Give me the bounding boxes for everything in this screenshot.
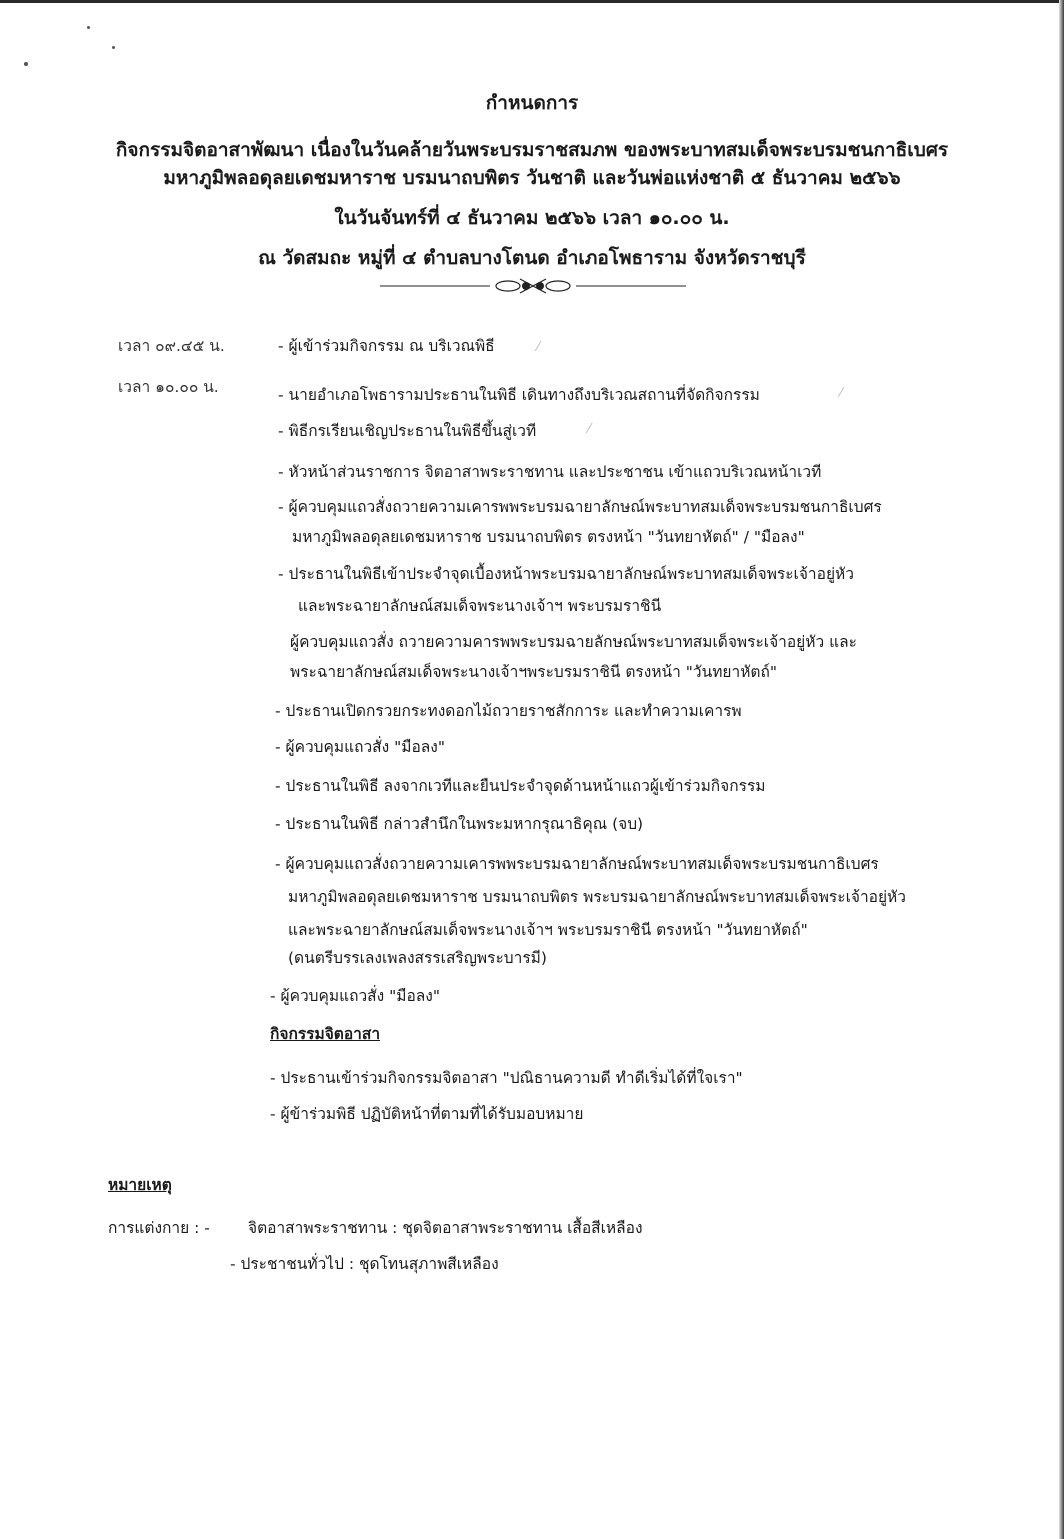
notes-heading: หมายเหตุ xyxy=(108,1176,172,1194)
volunteer-heading: กิจกรรมจิตอาสา xyxy=(270,1025,381,1043)
heading-line-2: มหาภูมิพลอดุลยเดชมหาราช บรมนาถบพิตร วันชาติ และวันพ่อแห่งชาติ ๕ ธันวาคม ๒๕๖๖ xyxy=(163,167,901,189)
document-title: กำหนดการ xyxy=(485,92,579,114)
schedule-item: - ผู้ควบคุมแถวสั่ง "มือลง" xyxy=(275,738,445,756)
pencil-tick-icon: ⁄ xyxy=(588,422,591,437)
dress-code-volunteer: จิตอาสาพระราชทาน : ชุดจิตอาสาพระราชทาน เสื้อสีเหลือง xyxy=(248,1219,643,1237)
pencil-tick-icon: ⁄ xyxy=(537,340,540,355)
volunteer-item: - ประธานเข้าร่วมกิจกรรมจิตอาสา "ปณิธานความดี ทำดีเริ่มได้ที่ใจเรา" xyxy=(270,1069,743,1087)
ornamental-divider-icon xyxy=(380,276,686,296)
schedule-item: - พิธีกรเรียนเชิญประธานในพิธีขึ้นสู่เวที xyxy=(278,422,537,440)
schedule-item-continued: มหาภูมิพลอดุลยเดชมหาราช บรมนาถบพิตร พระบรมฉายาลักษณ์พระบาทสมเด็จพระเจ้าอยู่หัว xyxy=(288,888,906,906)
scan-speck xyxy=(24,62,28,66)
scan-speck xyxy=(87,26,90,29)
heading-line-3: ในวันจันทร์ที่ ๔ ธันวาคม ๒๕๖๖ เวลา ๑๐.๐๐ น. xyxy=(334,207,730,229)
schedule-item: - ประธานในพิธี กล่าวสำนึกในพระมหากรุณาธิคุณ (จบ) xyxy=(275,815,644,833)
volunteer-item: - ผู้ข้าร่วมพิธี ปฏิบัติหน้าที่ตามที่ได้รับมอบหมาย xyxy=(270,1105,584,1123)
schedule-item-continued: (ดนตรีบรรเลงเพลงสรรเสริญพระบารมี) xyxy=(288,949,547,967)
schedule-time: เวลา ๑๐.๐๐ น. xyxy=(118,378,219,396)
schedule-item: - ประธานในพิธีเข้าประจำจุดเบื้องหน้าพระบรมฉายาลักษณ์พระบาทสมเด็จพระเจ้าอยู่หัว xyxy=(278,565,854,583)
schedule-item: - ผู้ควบคุมแถวสั่ง "มือลง" xyxy=(270,987,440,1005)
scan-speck xyxy=(112,46,115,49)
schedule-item-continued: และพระฉายาลักษณ์สมเด็จพระนางเจ้าฯ พระบรมราชินี xyxy=(298,597,662,615)
schedule-item: - ประธานในพิธี ลงจากเวทีและยืนประจำจุดด้านหน้าแถวผู้เข้าร่วมกิจกรรม xyxy=(275,777,766,795)
schedule-item: - ผู้เข้าร่วมกิจกรรม ณ บริเวณพิธี xyxy=(278,337,495,355)
pencil-tick-icon: ⁄ xyxy=(840,386,843,401)
scan-edge xyxy=(0,0,1064,3)
schedule-item-continued: และพระฉายาลักษณ์สมเด็จพระนางเจ้าฯ พระบรมราชินี ตรงหน้า "วันทยาหัตถ์" xyxy=(288,921,808,939)
schedule-item: - ประธานเปิดกรวยกระทงดอกไม้ถวายราชสักการะ และทำความเคารพ xyxy=(275,702,742,720)
schedule-item: - ผู้ควบคุมแถวสั่งถวายความเคารพพระบรมฉายาลักษณ์พระบาทสมเด็จพระบรมชนกาธิเบศร xyxy=(275,855,879,873)
schedule-item: - หัวหน้าส่วนราชการ จิตอาสาพระราชทาน และประชาชน เข้าแถวบริเวณหน้าเวที xyxy=(278,463,822,481)
schedule-item-continued: พระฉายาลักษณ์สมเด็จพระนางเจ้าฯพระบรมราชินี ตรงหน้า "วันทยาหัตถ์" xyxy=(290,663,777,681)
schedule-item: - ผู้ควบคุมแถวสั่งถวายความเคารพพระบรมฉายาลักษณ์พระบาทสมเด็จพระบรมชนกาธิเบศร xyxy=(278,498,882,516)
dress-code-label: การแต่งกาย : - xyxy=(108,1219,210,1237)
heading-line-1: กิจกรรมจิตอาสาพัฒนา เนื่องในวันคล้ายวันพระบรมราชสมภพ ของพระบาทสมเด็จพระบรมชนกาธิเบศร xyxy=(115,139,949,161)
schedule-item-continued: มหาภูมิพลอดุลยเดชมหาราช บรมนาถบพิตร ตรงหน้า "วันทยาหัตถ์" / "มือลง" xyxy=(292,528,805,546)
schedule-item: - นายอำเภอโพธารามประธานในพิธี เดินทางถึงบริเวณสถานที่จัดกิจกรรม xyxy=(278,386,760,404)
schedule-time: เวลา ๐๙.๔๕ น. xyxy=(118,337,225,355)
schedule-item-continued: ผู้ควบคุมแถวสั่ง ถวายความคารพพระบรมฉายลักษณ์พระบาทสมเด็จพระเจ้าอยู่หัว และ xyxy=(290,633,857,651)
heading-line-4: ณ วัดสมถะ หมู่ที่ ๔ ตำบลบางโตนด อำเภอโพธาราม จังหวัดราชบุรี xyxy=(258,247,806,269)
dress-code-public: - ประชาชนทั่วไป : ชุดโทนสุภาพสีเหลือง xyxy=(230,1255,499,1273)
